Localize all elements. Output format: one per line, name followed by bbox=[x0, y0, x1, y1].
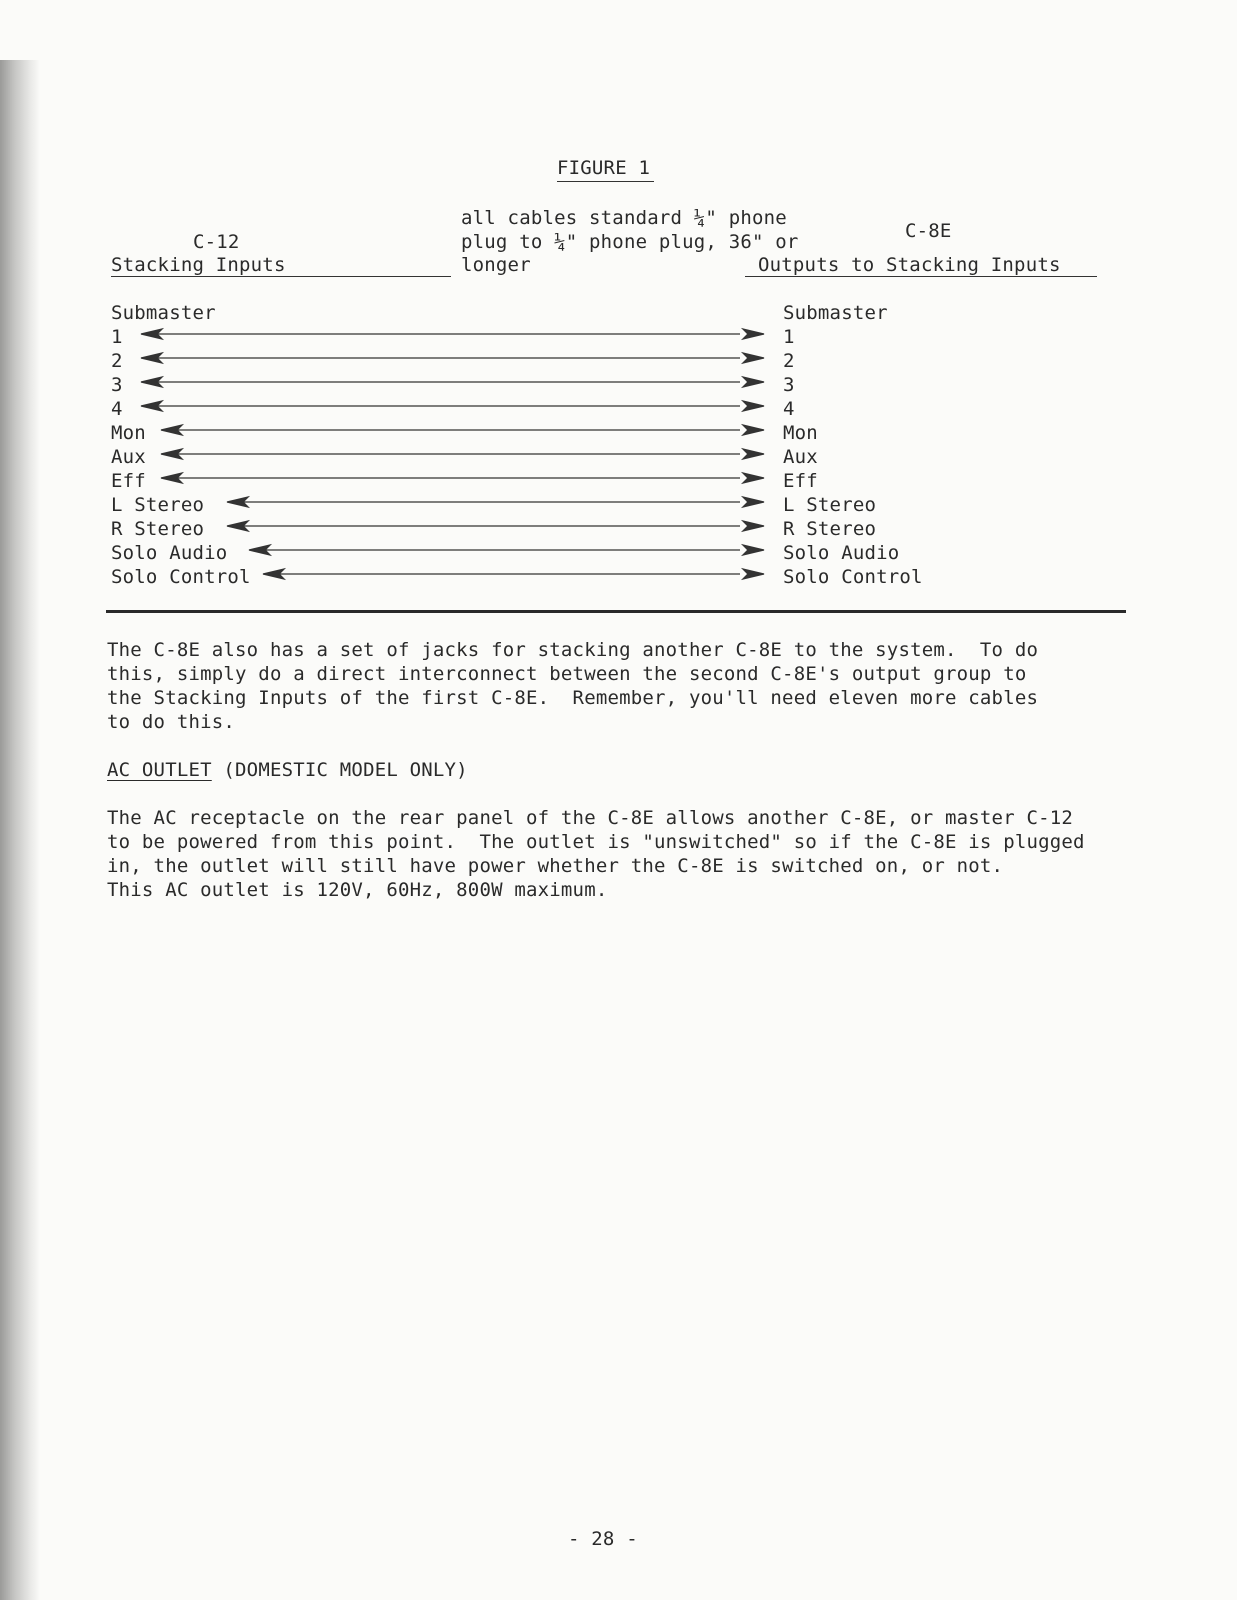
left-label-aux: Aux bbox=[111, 446, 146, 468]
right-label-eff: Eff bbox=[783, 470, 818, 492]
right-label-solo-audio: Solo Audio bbox=[783, 542, 900, 564]
paragraph2-line4: This AC outlet is 120V, 60Hz, 800W maximum. bbox=[107, 879, 608, 901]
right-header-label: Outputs to Stacking Inputs bbox=[758, 254, 1061, 276]
left-label-3: 3 bbox=[111, 374, 123, 396]
left-label-mon: Mon bbox=[111, 422, 146, 444]
paragraph2-line2: to be powered from this point. The outlet is "unswitched" so if the C-8E is plugged bbox=[107, 831, 1085, 853]
right-label-2: 2 bbox=[783, 350, 795, 372]
left-label-2: 2 bbox=[111, 350, 123, 372]
paragraph1-line2: this, simply do a direct interconnect between the second C-8E's output group to bbox=[107, 663, 1027, 685]
paragraph2-line3: in, the outlet will still have power whether the C-8E is switched on, or not. bbox=[107, 855, 1004, 877]
section-heading bbox=[107, 758, 468, 782]
paragraph1-line3: the Stacking Inputs of the first C-8E. Remember, you'll need eleven more cables bbox=[107, 687, 1039, 709]
right-label-solo-control: Solo Control bbox=[783, 566, 923, 588]
right-label-mon: Mon bbox=[783, 422, 818, 444]
figure-bottom-rule bbox=[106, 610, 1126, 613]
section-heading-underlined: AC OUTLET bbox=[107, 759, 212, 781]
right-submaster-title: Submaster bbox=[783, 302, 888, 324]
right-label-aux: Aux bbox=[783, 446, 818, 468]
cable-note-line1: all cables standard ¼" phone bbox=[461, 207, 787, 229]
right-model: C-8E bbox=[905, 220, 952, 242]
section-heading-rest: (DOMESTIC MODEL ONLY) bbox=[211, 759, 468, 781]
left-header-label: Stacking Inputs bbox=[111, 254, 286, 276]
paragraph2-line1: The AC receptacle on the rear panel of the C-8E allows another C-8E, or master C-12 bbox=[107, 807, 1074, 829]
page-number: - 28 - bbox=[568, 1528, 638, 1550]
right-label-1: 1 bbox=[783, 326, 795, 348]
cable-note-line3: longer bbox=[461, 254, 531, 276]
connection-arrows bbox=[0, 0, 1237, 640]
left-label-solo-control: Solo Control bbox=[111, 566, 251, 588]
right-label-3: 3 bbox=[783, 374, 795, 396]
left-label-1: 1 bbox=[111, 326, 123, 348]
right-label-r-stereo: R Stereo bbox=[783, 518, 877, 540]
left-model: C-12 bbox=[193, 231, 240, 253]
right-label-l-stereo: L Stereo bbox=[783, 494, 877, 516]
right-label-4: 4 bbox=[783, 398, 795, 420]
left-label-solo-audio: Solo Audio bbox=[111, 542, 228, 564]
paragraph1-line1: The C-8E also has a set of jacks for stacking another C-8E to the system. To do bbox=[107, 639, 1039, 661]
left-label-4: 4 bbox=[111, 398, 123, 420]
cable-note-line2: plug to ¼" phone plug, 36" or bbox=[461, 231, 799, 253]
left-label-r-stereo: R Stereo bbox=[111, 518, 205, 540]
left-label-eff: Eff bbox=[111, 470, 146, 492]
left-label-l-stereo: L Stereo bbox=[111, 494, 205, 516]
paragraph1-line4: to do this. bbox=[107, 711, 236, 733]
left-submaster-title: Submaster bbox=[111, 302, 216, 324]
figure-title: FIGURE 1 bbox=[557, 157, 651, 179]
